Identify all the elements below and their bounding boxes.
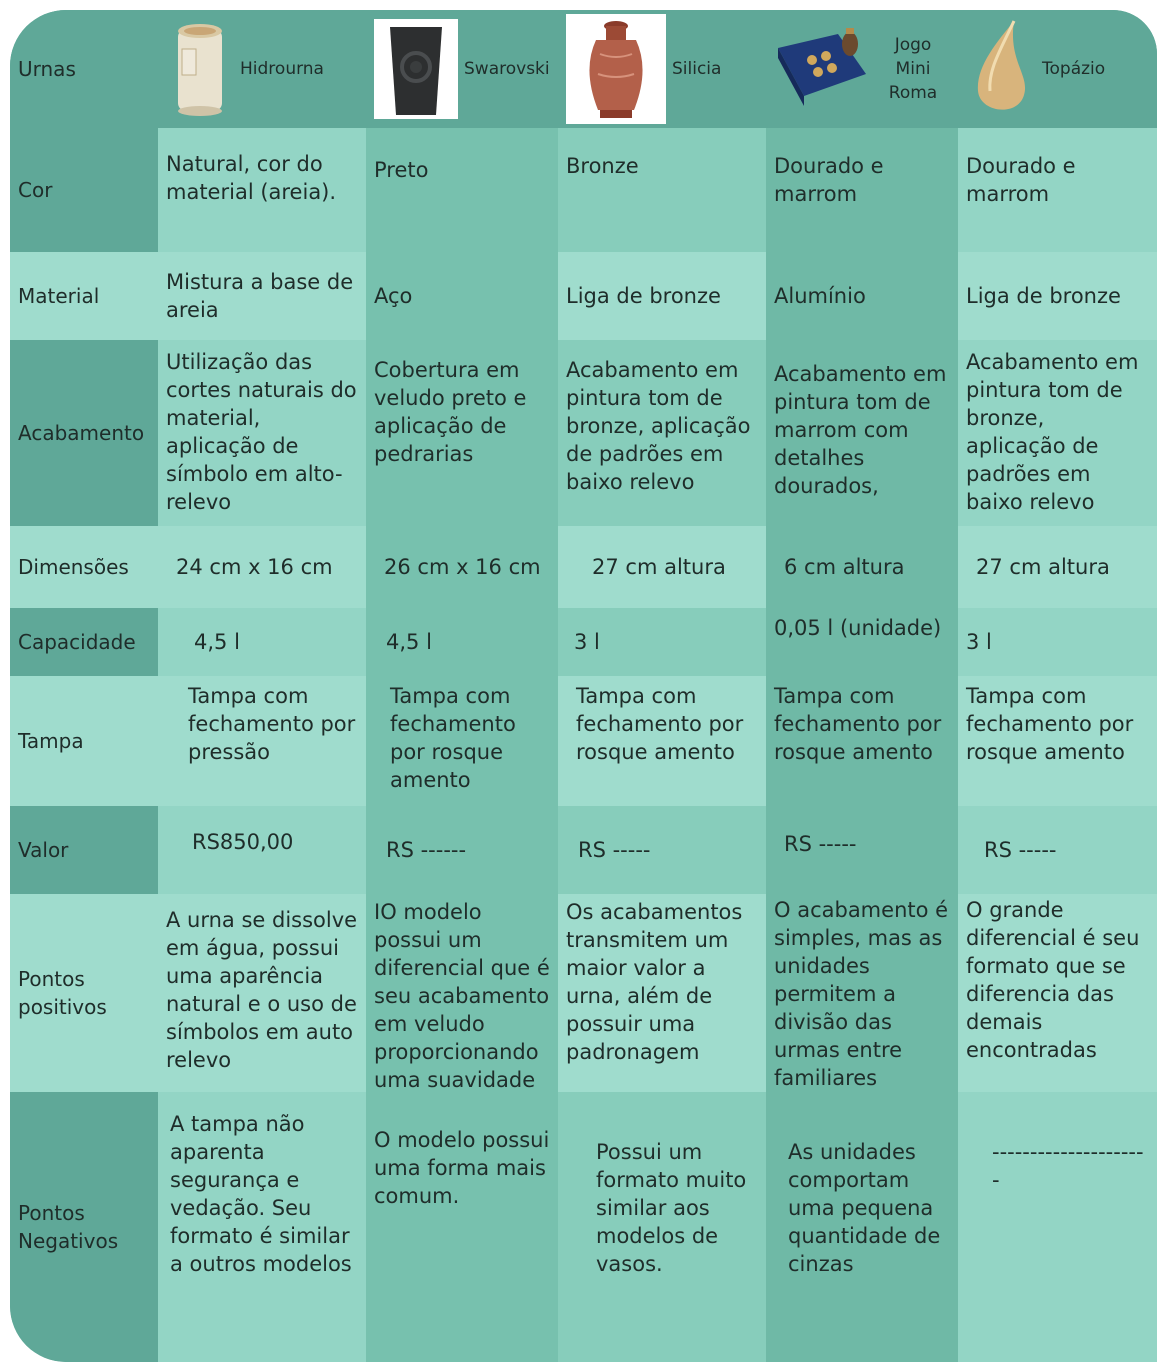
cell-acabamento-4: Acabamento em pintura tom de marrom com detalhes dourados, xyxy=(766,340,958,526)
row-label-tampa: Tampa xyxy=(10,676,158,806)
header-product-1: Hidrourna xyxy=(158,10,366,128)
cell-capacidade-4: 0,05 l (unidade) xyxy=(766,608,958,676)
cell-tampa-2: Tampa com fechamento por rosque amento xyxy=(366,676,558,806)
cell-capacidade-2: 4,5 l xyxy=(366,608,558,676)
cell-dimensoes-4: 6 cm altura xyxy=(766,526,958,608)
cell-positivos-4: O acabamento é simples, mas as unidades permitem a divisão das urmas entre familiares xyxy=(766,894,958,1092)
cell-positivos-2: IO modelo possui um diferencial que é seu acabamento em veludo proporcionando uma suavidade xyxy=(366,894,558,1092)
cell-tampa-3: Tampa com fechamento por rosque amento xyxy=(558,676,766,806)
cell-negativos-2: O modelo possui uma forma mais comum. xyxy=(366,1092,558,1362)
cell-cor-1: Natural, cor do material (areia). xyxy=(158,128,366,252)
cell-valor-1: RS850,00 xyxy=(158,806,366,894)
cell-dimensoes-1: 24 cm x 16 cm xyxy=(158,526,366,608)
header-label: Urnas xyxy=(10,10,158,128)
cell-dimensoes-2: 26 cm x 16 cm xyxy=(366,526,558,608)
header-product-2: Swarovski xyxy=(366,10,558,128)
cell-negativos-5: --------------------- xyxy=(958,1092,1157,1362)
cell-cor-3: Bronze xyxy=(558,128,766,252)
cell-valor-5: RS ----- xyxy=(958,806,1157,894)
row-label-capacidade: Capacidade xyxy=(10,608,158,676)
cell-capacidade-1: 4,5 l xyxy=(158,608,366,676)
silicia-image xyxy=(566,14,666,124)
cell-valor-4: RS ----- xyxy=(766,806,958,894)
cell-material-2: Aço xyxy=(366,252,558,340)
row-label-valor: Valor xyxy=(10,806,158,894)
cell-valor-2: RS ------ xyxy=(366,806,558,894)
cell-acabamento-2: Cobertura em veludo preto e aplicação de pedrarias xyxy=(366,340,558,526)
comparison-board xyxy=(10,10,1157,1362)
row-label-pontos-positivos: Pontos positivos xyxy=(10,894,158,1092)
cell-positivos-1: A urna se dissolve em água, possui uma aparência natural e o uso de símbolos em auto relevo xyxy=(158,894,366,1092)
cell-material-5: Liga de bronze xyxy=(958,252,1157,340)
cell-capacidade-5: 3 l xyxy=(958,608,1157,676)
row-label-material: Material xyxy=(10,252,158,340)
hidrourna-image xyxy=(166,19,234,119)
topazio-image xyxy=(966,17,1036,121)
cell-dimensoes-3: 27 cm altura xyxy=(558,526,766,608)
cell-valor-3: RS ----- xyxy=(558,806,766,894)
cell-acabamento-1: Utilização das cortes naturais do material, aplicação de símbolo em alto-relevo xyxy=(158,340,366,526)
cell-material-1: Mistura a base de areia xyxy=(158,252,366,340)
cell-negativos-3: Possui um formato muito similar aos modelos de vasos. xyxy=(558,1092,766,1362)
cell-capacidade-3: 3 l xyxy=(558,608,766,676)
cell-material-4: Alumínio xyxy=(766,252,958,340)
cell-acabamento-3: Acabamento em pintura tom de bronze, aplicação de padrões em baixo relevo xyxy=(558,340,766,526)
row-label-dimensoes: Dimensões xyxy=(10,526,158,608)
jogo-mini-roma-image xyxy=(774,24,870,114)
cell-negativos-1: A tampa não aparenta segurança e vedação. Seu formato é similar a outros modelos xyxy=(158,1092,366,1362)
cell-cor-4: Dourado e marrom xyxy=(766,128,958,252)
header-product-5: Topázio xyxy=(958,10,1157,128)
cell-tampa-5: Tampa com fechamento por rosque amento xyxy=(958,676,1157,806)
cell-cor-5: Dourado e marrom xyxy=(958,128,1157,252)
cell-cor-2: Preto xyxy=(366,128,558,252)
row-label-cor: Cor xyxy=(10,128,158,252)
comparison-table xyxy=(10,10,1157,1362)
header-product-3: Silicia xyxy=(558,10,766,128)
cell-negativos-4: As unidades comportam uma pequena quantidade de cinzas xyxy=(766,1092,958,1362)
row-label-pontos-negativos: Pontos Negativos xyxy=(10,1092,158,1362)
cell-tampa-4: Tampa com fechamento por rosque amento xyxy=(766,676,958,806)
cell-positivos-3: Os acabamentos transmitem um maior valor a urna, além de possuir uma padronagem xyxy=(558,894,766,1092)
cell-dimensoes-5: 27 cm altura xyxy=(958,526,1157,608)
swarovski-image xyxy=(374,19,458,119)
cell-material-3: Liga de bronze xyxy=(558,252,766,340)
row-label-acabamento: Acabamento xyxy=(10,340,158,526)
cell-tampa-1: Tampa com fechamento por pressão xyxy=(158,676,366,806)
cell-acabamento-5: Acabamento em pintura tom de bronze, aplicação de padrões em baixo relevo xyxy=(958,340,1157,526)
header-product-4: Jogo Mini Roma xyxy=(766,10,958,128)
cell-positivos-5: O grande diferencial é seu formato que se diferencia das demais encontradas xyxy=(958,894,1157,1092)
